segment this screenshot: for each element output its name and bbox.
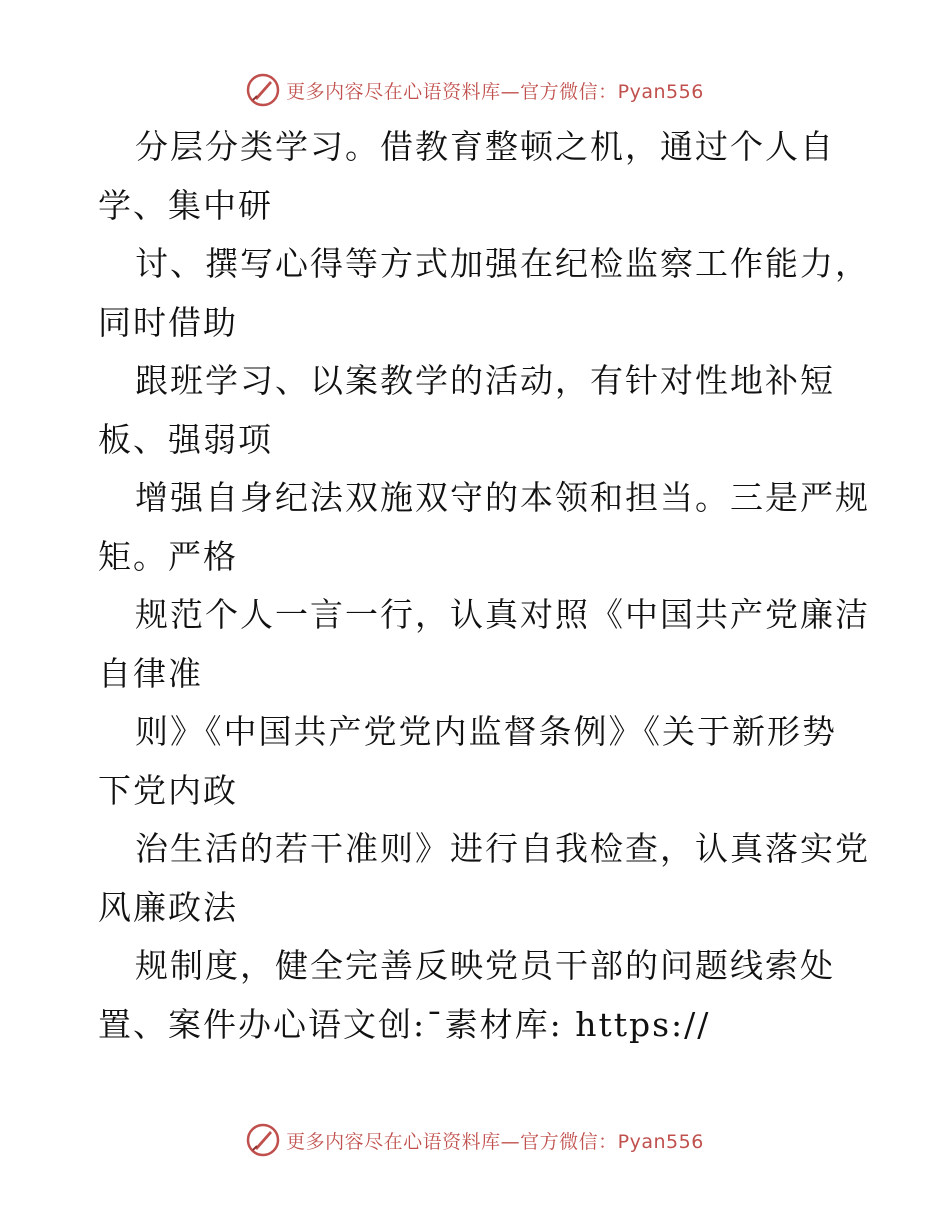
quill-logo-icon (246, 1123, 280, 1157)
text-line: 分层分类学习。借教育整顿之机，通过个人自 (135, 127, 835, 166)
text-line: 同时借助 (98, 302, 238, 342)
text-line: 矩。严格 (98, 536, 238, 576)
document-body (98, 118, 870, 1054)
footer-banner (0, 1120, 950, 1160)
header-banner (0, 70, 950, 110)
text-line: 规制度，健全完善反映党员干部的问题线索处 (135, 946, 835, 985)
text-line: 学、集中研 (98, 185, 273, 225)
text-line: 下党内政 (98, 770, 238, 810)
text-line: 增强自身纪法双施双守的本领和担当。三是严规 (135, 478, 870, 517)
text-line: 治生活的若干准则》进行自我检查，认真落实党 (135, 829, 870, 868)
text-line: 则》《中国共产党党内监督条例》《关于新形势 (135, 712, 837, 751)
text-line: 讨、撰写心得等方式加强在纪检监察工作能力， (135, 244, 870, 283)
text-line: 规范个人一言一行，认真对照《中国共产党廉洁 (135, 595, 870, 634)
text-line: 板、强弱项 (98, 419, 273, 459)
text-line: 风廉政法 (98, 887, 238, 927)
footer-banner-text: 更多内容尽在心语资料库—官方微信：Pyan556 (286, 1130, 704, 1153)
quill-logo-icon (246, 73, 280, 107)
text-line: 跟班学习、以案教学的活动，有针对性地补短 (135, 361, 835, 400)
header-banner-text: 更多内容尽在心语资料库—官方微信：Pyan556 (286, 80, 704, 103)
text-line: 自律准 (98, 653, 203, 693)
text-line: 置、案件办心语文创:¯素材库: https:// (98, 1004, 711, 1044)
